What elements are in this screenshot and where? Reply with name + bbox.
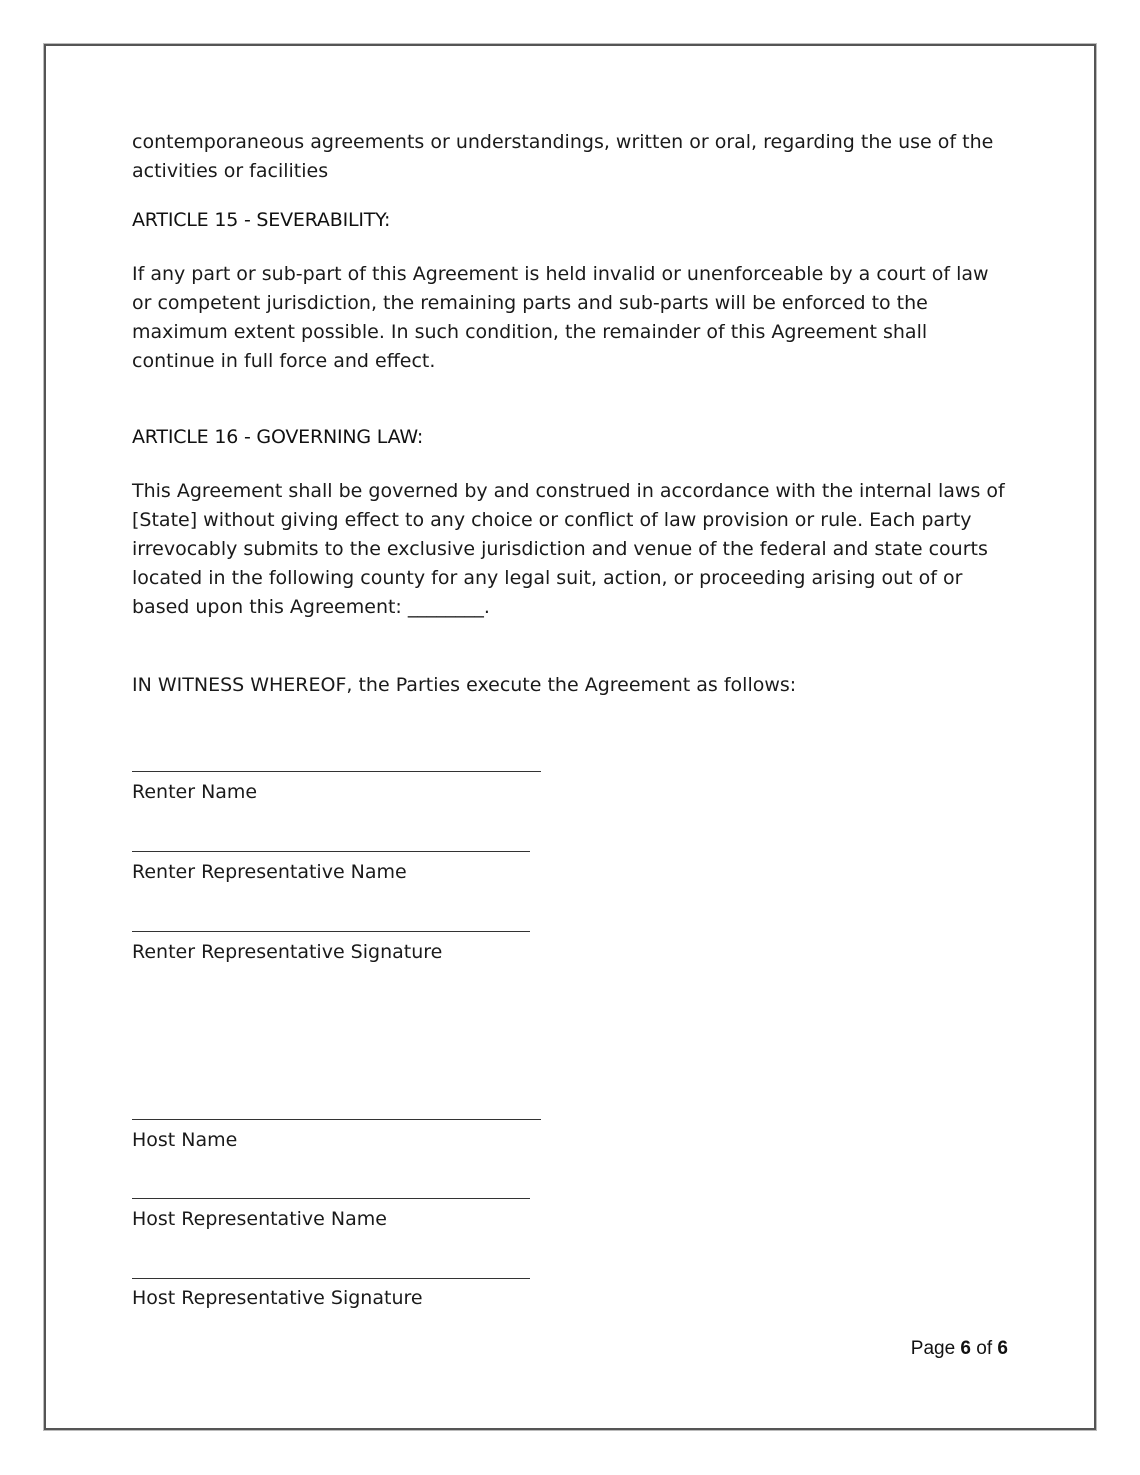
page-prefix: Page: [910, 1338, 956, 1359]
host-rep-name-line[interactable]: [132, 1198, 530, 1199]
host-rep-signature-line[interactable]: [132, 1278, 530, 1279]
renter-rep-name-label: Renter Representative Name: [132, 861, 407, 883]
witness-wrap: [132, 671, 1012, 700]
renter-rep-signature-label: Renter Representative Signature: [132, 941, 443, 963]
witness-statement: IN WITNESS WHEREOF, the Parties execute the Agreement as follows:: [132, 674, 797, 696]
renter-name-line[interactable]: [132, 771, 541, 772]
article-16-body-wrap: [132, 477, 1012, 622]
article-16-section: [132, 426, 1012, 448]
article-16-heading: ARTICLE 16 - GOVERNING LAW:: [132, 426, 424, 448]
page-footer: [911, 1338, 1008, 1360]
host-rep-name-label: Host Representative Name: [132, 1208, 387, 1230]
current-page-number: 6: [960, 1338, 971, 1359]
article-15-section: [132, 209, 1012, 231]
renter-name-label: Renter Name: [132, 781, 258, 803]
page-of-word: of: [976, 1338, 993, 1359]
document-body: [132, 128, 1012, 186]
article-15-heading: ARTICLE 15 - SEVERABILITY:: [132, 209, 391, 231]
renter-rep-name-line[interactable]: [132, 851, 530, 852]
article-15-body-wrap: [132, 260, 1012, 376]
intro-paragraph: contemporaneous agreements or understandings, written or oral, regarding the use of the activities or facilities: [132, 131, 994, 182]
total-pages-number: 6: [997, 1338, 1008, 1359]
article-16-body: This Agreement shall be governed by and construed in accordance with the internal laws of [State] without giving effect to any choice or conflict of law provision or rule. Each party irrevocably submits to the exclusive jurisdiction and venue of the federal and state courts located in the following county for any legal suit, action, or proceeding arising out of or based upon this Agreement: ________.: [132, 480, 1005, 618]
host-rep-signature-label: Host Representative Signature: [132, 1287, 423, 1309]
article-15-body: If any part or sub-part of this Agreement is held invalid or unenforceable by a court of law or competent jurisdiction, the remaining parts and sub-parts will be enforced to the maximum extent possible. In such condition, the remainder of this Agreement shall continue in full force and effect.: [132, 263, 989, 372]
host-name-label: Host Name: [132, 1129, 238, 1151]
renter-rep-signature-line[interactable]: [132, 931, 530, 932]
host-name-line[interactable]: [132, 1119, 541, 1120]
